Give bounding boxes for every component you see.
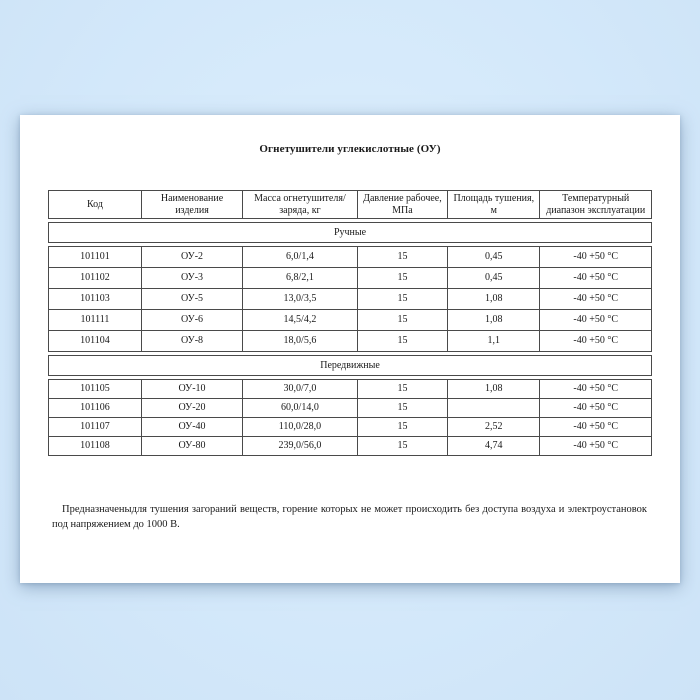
cell-mass: 18,0/5,6	[243, 331, 358, 352]
section-label-row	[49, 223, 652, 243]
cell-product-name: ОУ-2	[141, 247, 242, 268]
cell-pressure: 15	[357, 289, 447, 310]
header-row	[49, 191, 652, 219]
table-row	[49, 331, 652, 352]
cell-temperature: -40 +50 °C	[540, 331, 652, 352]
section-label: Ручные	[49, 223, 652, 243]
table-row	[49, 289, 652, 310]
table-row	[49, 418, 652, 437]
cell-temperature: -40 +50 °C	[540, 310, 652, 331]
cell-code: 101106	[49, 399, 142, 418]
document-title: Огнетушители углекислотные (ОУ)	[259, 143, 441, 155]
cell-area: 1,08	[448, 310, 540, 331]
column-header-pressure: Давление рабочее, МПа	[357, 191, 447, 219]
cell-area: 2,52	[448, 418, 540, 437]
cell-code: 101101	[49, 247, 142, 268]
cell-area: 1,1	[448, 331, 540, 352]
cell-product-name: ОУ-40	[141, 418, 242, 437]
cell-pressure: 15	[357, 437, 447, 456]
cell-product-name: ОУ-8	[141, 331, 242, 352]
cell-mass: 239,0/56,0	[243, 437, 358, 456]
cell-code: 101108	[49, 437, 142, 456]
table-row	[49, 437, 652, 456]
cell-product-name: ОУ-3	[141, 268, 242, 289]
cell-temperature: -40 +50 °C	[540, 247, 652, 268]
table-row	[49, 380, 652, 399]
cell-temperature: -40 +50 °C	[540, 380, 652, 399]
cell-mass: 13,0/3,5	[243, 289, 358, 310]
section-label: Передвижные	[49, 356, 652, 376]
table-row	[49, 247, 652, 268]
section-band-mobile	[48, 355, 652, 376]
table-section-manual	[48, 246, 652, 352]
cell-temperature: -40 +50 °C	[540, 437, 652, 456]
cell-area	[448, 399, 540, 418]
section-label-row	[49, 356, 652, 376]
cell-pressure: 15	[357, 418, 447, 437]
cell-pressure: 15	[357, 331, 447, 352]
cell-pressure: 15	[357, 247, 447, 268]
document-page	[20, 115, 680, 583]
table-row	[49, 310, 652, 331]
column-header-mass: Масса огнетушителя/ заряда, кг	[243, 191, 358, 219]
cell-code: 101107	[49, 418, 142, 437]
table-row	[49, 268, 652, 289]
cell-code: 101102	[49, 268, 142, 289]
cell-product-name: ОУ-10	[141, 380, 242, 399]
cell-product-name: ОУ-80	[141, 437, 242, 456]
cell-mass: 110,0/28,0	[243, 418, 358, 437]
cell-product-name: ОУ-5	[141, 289, 242, 310]
cell-area: 0,45	[448, 247, 540, 268]
table-section-mobile	[48, 379, 652, 456]
extinguisher-table	[48, 190, 652, 456]
cell-mass: 6,8/2,1	[243, 268, 358, 289]
footnote-paragraph: Предназначеныдля тушения загораний веществ, горение которых не может происходить без доступа воздуха и электроустановок под напряжением до 1000 В.	[52, 504, 647, 530]
cell-temperature: -40 +50 °C	[540, 289, 652, 310]
cell-pressure: 15	[357, 310, 447, 331]
cell-temperature: -40 +50 °C	[540, 399, 652, 418]
cell-product-name: ОУ-6	[141, 310, 242, 331]
cell-area: 4,74	[448, 437, 540, 456]
cell-product-name: ОУ-20	[141, 399, 242, 418]
cell-mass: 6,0/1,4	[243, 247, 358, 268]
table-header	[48, 190, 652, 219]
cell-code: 101111	[49, 310, 142, 331]
table-row	[49, 399, 652, 418]
cell-pressure: 15	[357, 268, 447, 289]
cell-code: 101105	[49, 380, 142, 399]
column-header-temperature: Температурный диапазон эксплуатации	[540, 191, 652, 219]
column-header-code: Код	[49, 191, 142, 219]
cell-mass: 60,0/14,0	[243, 399, 358, 418]
cell-code: 101104	[49, 331, 142, 352]
cell-pressure: 15	[357, 399, 447, 418]
cell-temperature: -40 +50 °C	[540, 418, 652, 437]
cell-mass: 30,0/7,0	[243, 380, 358, 399]
cell-area: 0,45	[448, 268, 540, 289]
column-header-area: Площадь тушения, м	[448, 191, 540, 219]
column-header-product-name: Наименование изделия	[141, 191, 242, 219]
cell-pressure: 15	[357, 380, 447, 399]
cell-temperature: -40 +50 °C	[540, 268, 652, 289]
cell-area: 1,08	[448, 289, 540, 310]
cell-code: 101103	[49, 289, 142, 310]
cell-mass: 14,5/4,2	[243, 310, 358, 331]
cell-area: 1,08	[448, 380, 540, 399]
section-band-manual	[48, 222, 652, 243]
